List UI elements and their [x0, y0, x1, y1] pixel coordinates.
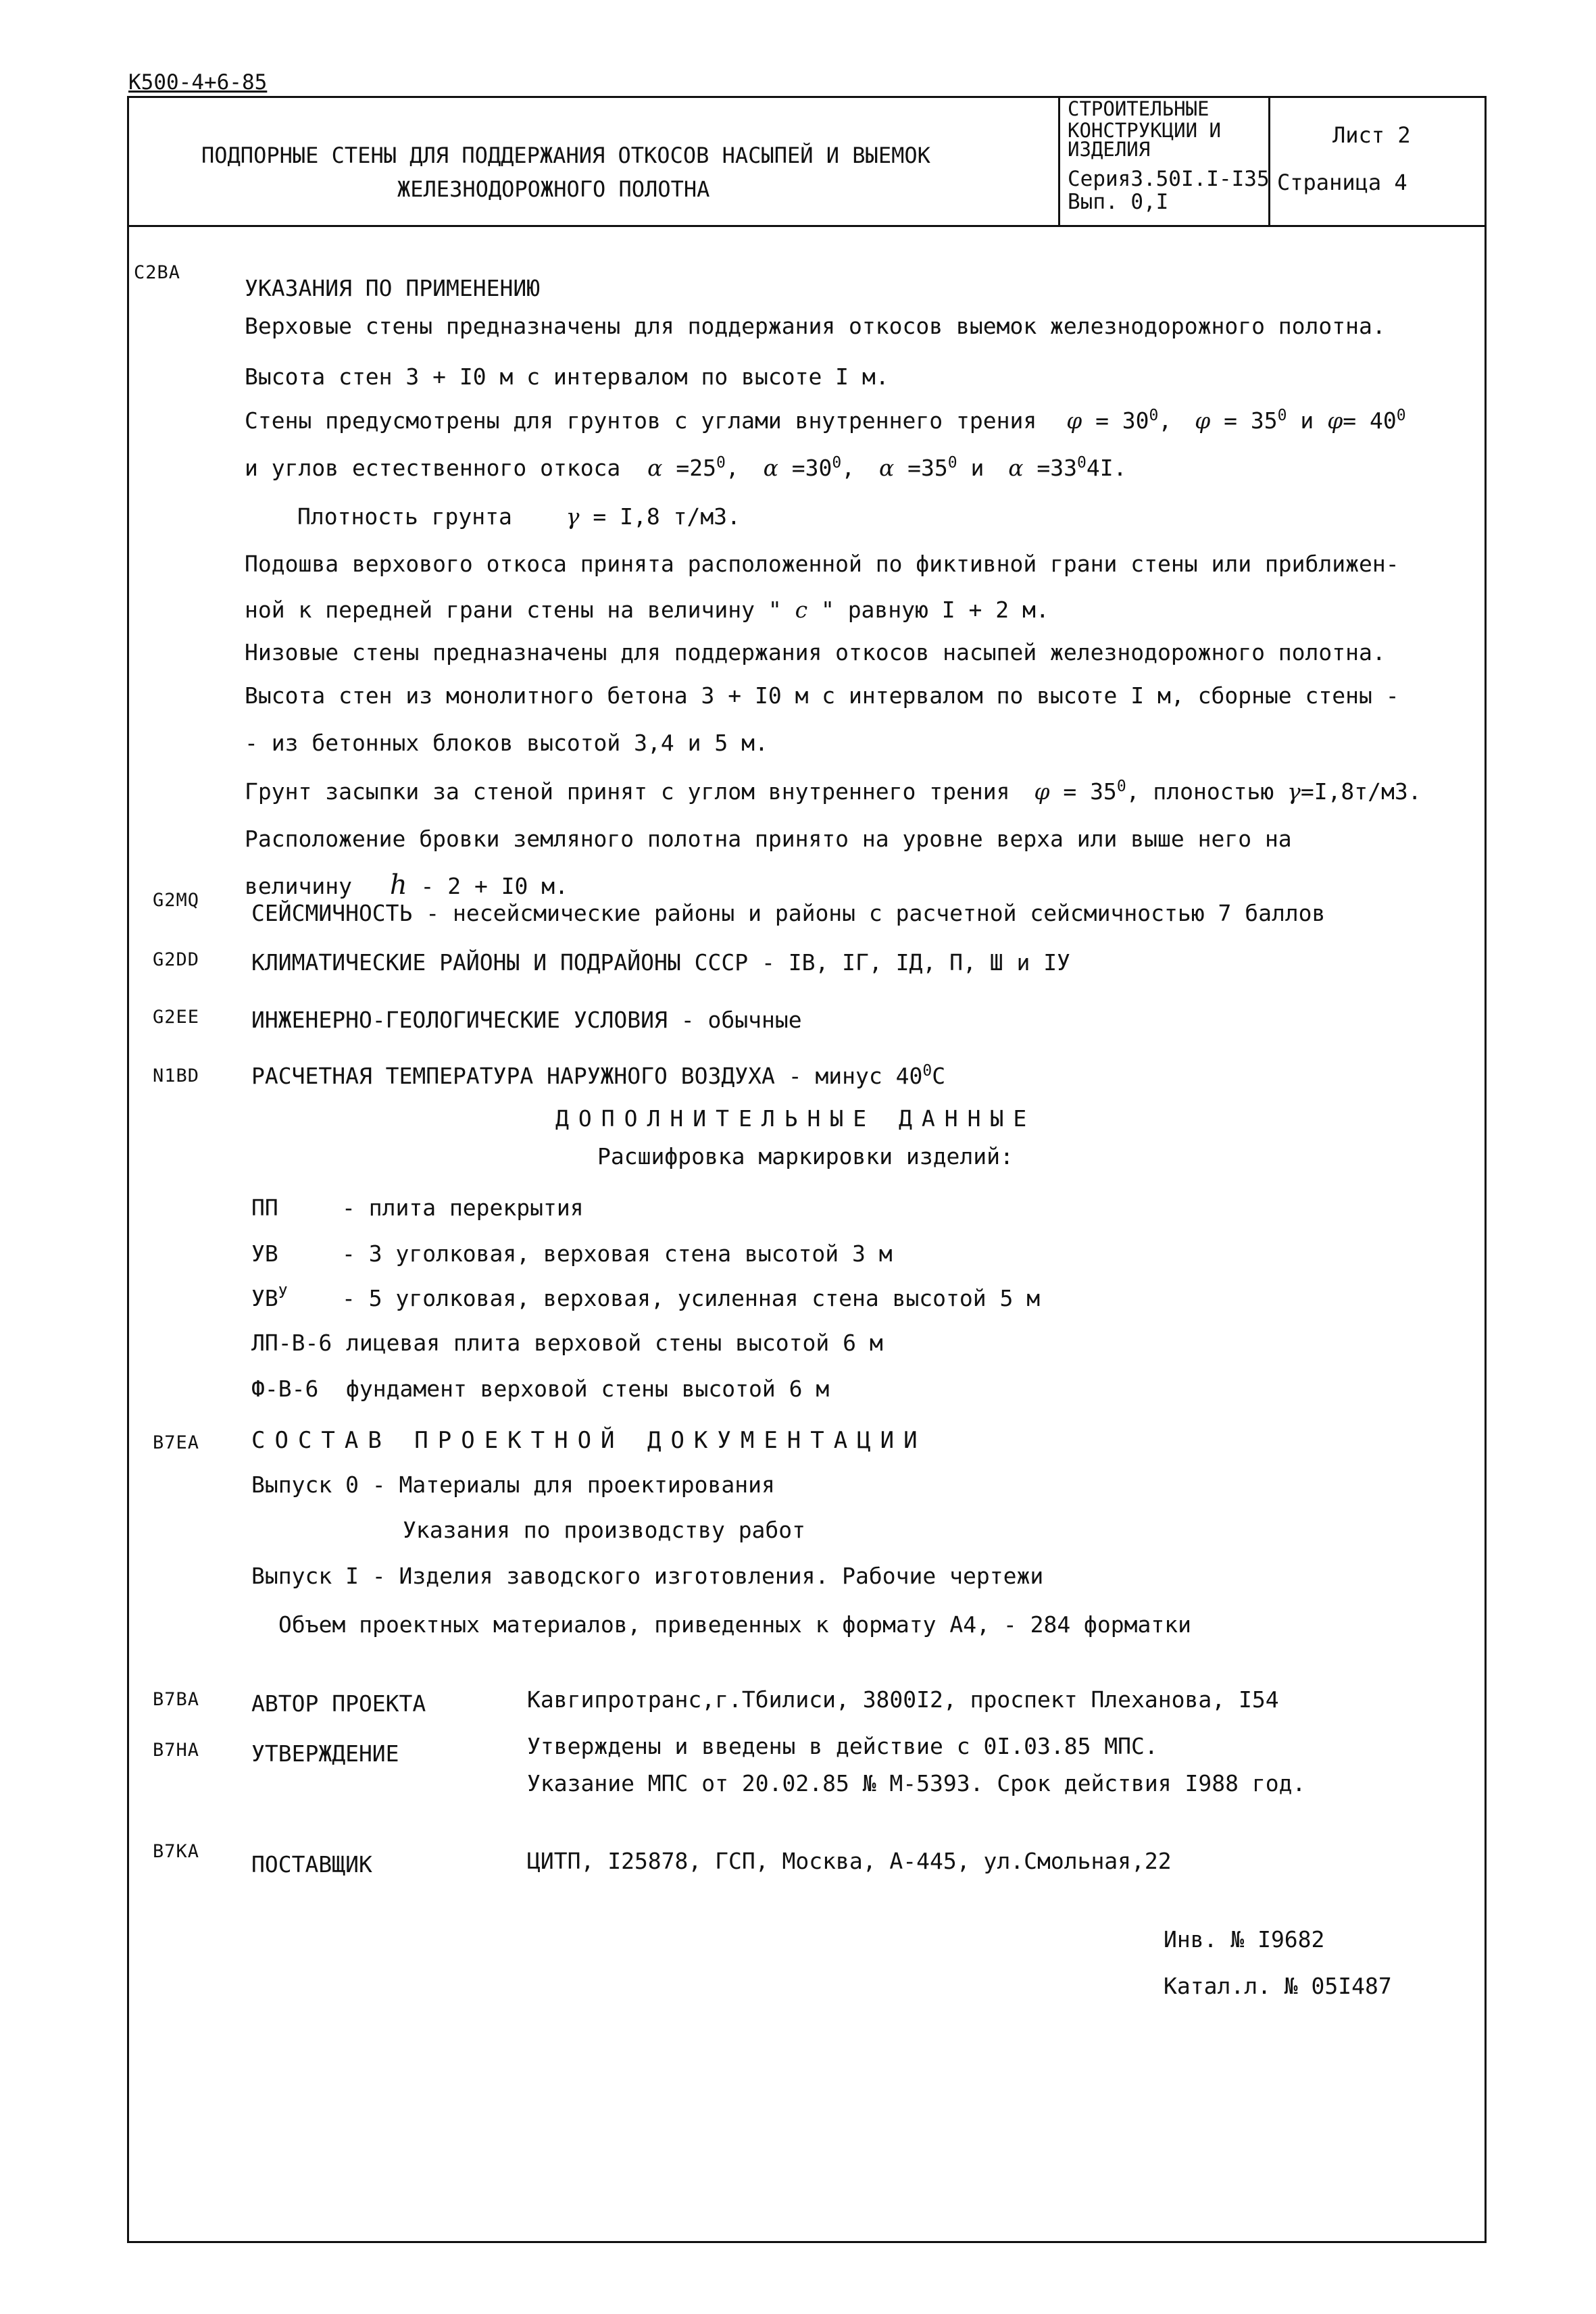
header-issue: Вып. 0,I — [1068, 190, 1169, 214]
approval-label: УТВЕРЖДЕНИЕ — [251, 1740, 399, 1767]
alpha-value-1: =25 — [676, 455, 716, 481]
phi-value-3: = 40 — [1343, 407, 1397, 434]
alpha-symbol: α — [763, 455, 778, 481]
usage-line-3-text: Стены предусмотрены для грунтов с углами внутреннего трения — [245, 407, 1037, 434]
degree-mark: 0 — [832, 454, 842, 472]
approval-line-2: Указание МПС от 20.02.85 № М-5393. Срок действия I988 год. — [527, 1770, 1306, 1796]
header-category-line1: СТРОИТЕЛЬНЫЕ — [1068, 97, 1210, 120]
h-symbol: h — [389, 870, 407, 901]
code-g2ee: G2EE — [153, 1007, 200, 1028]
composition-heading: СОСТАВ ПРОЕКТНОЙ ДОКУМЕНТАЦИИ — [251, 1427, 927, 1454]
usage-line-5-value: = I,8 т/м3. — [593, 503, 741, 530]
usage-line-11-density: , плоностью — [1126, 778, 1274, 805]
composition-line-2: Указания по производству работ — [403, 1517, 806, 1543]
usage-line-11-value: = 35 — [1063, 778, 1117, 805]
inventory-number: Инв. № I9682 — [1164, 1926, 1325, 1953]
composition-line-4: Объем проектных материалов, приведенных к формату А4, - 284 форматки — [278, 1611, 1192, 1638]
marking-code: ЛП-В-6 — [251, 1330, 332, 1356]
alpha-symbol: α — [647, 455, 663, 481]
degree-mark: 0 — [1149, 407, 1159, 424]
climate-line: КЛИМАТИЧЕСКИЕ РАЙОНЫ И ПОДРАЙОНЫ СССР - IВ, IГ, IД, П, Ш и IУ — [251, 949, 1070, 976]
phi-value-1: = 30 — [1095, 407, 1149, 434]
alpha-symbol: α — [878, 455, 895, 481]
usage-line-1: Верховые стены предназначены для поддержания откосов выемок железнодорожного полотна. — [245, 313, 1386, 339]
marking-code-sup: У — [278, 1284, 288, 1302]
gamma-symbol: γ — [1287, 778, 1301, 805]
additional-heading: ДОПОЛНИТЕЛЬНЫЕ ДАННЫЕ — [555, 1105, 1037, 1132]
usage-line-2: Высота стен 3 + I0 м с интервалом по высоте I м. — [245, 363, 889, 390]
marking-code-base: УВ — [251, 1285, 278, 1311]
conj-and: и — [1300, 407, 1314, 434]
marking-item-3 — [251, 1285, 1040, 1312]
usage-line-6: Подошва верхового откоса принята расположенной по фиктивной грани стены или приближен- — [245, 551, 1399, 577]
marking-text: фундамент верховой стены высотой 6 м — [346, 1376, 830, 1402]
usage-line-11-density-value: =I,8т/м3. — [1300, 778, 1422, 805]
usage-heading: УКАЗАНИЯ ПО ПРИМЕНЕНИЮ — [245, 275, 541, 301]
author-label: АВТОР ПРОЕКТА — [251, 1690, 426, 1717]
degree-mark: 0 — [1116, 778, 1126, 795]
header-series: Серия3.50I.I-I35 — [1068, 167, 1270, 191]
conj-and: и — [970, 455, 984, 481]
usage-line-13-value: - 2 + I0 м. — [420, 873, 569, 899]
usage-line-3: Стены предусмотрены для грунтов с углами внутреннего трения $\varphi = 30^0$, $\varphi = 35^0$ и $\varphi= 40^0$ — [245, 407, 1406, 434]
degree-mark: 0 — [947, 454, 957, 472]
document-code: К500-4+6-85 — [128, 70, 268, 95]
composition-line-3: Выпуск I - Изделия заводского изготовления. Рабочие чертежи — [251, 1563, 1044, 1589]
phi-symbol: φ — [1195, 407, 1211, 434]
header-page: Страница 4 — [1277, 170, 1407, 195]
marking-item-2 — [251, 1240, 893, 1267]
marking-item-5 — [251, 1376, 829, 1403]
degree-mark: 0 — [1396, 407, 1406, 424]
author-value: Кавгипротранс,г.Тбилиси, 3800I2, проспект Плеханова, I54 — [527, 1686, 1279, 1713]
phi-symbol: φ — [1327, 407, 1343, 434]
marking-text: - 3 уголковая, верховая стена высотой 3 м — [342, 1240, 893, 1267]
code-g2dd: G2DD — [153, 949, 200, 970]
code-b7ka: B7KA — [153, 1841, 200, 1862]
header-col-divider-1 — [1058, 96, 1060, 226]
usage-line-5 — [297, 503, 741, 530]
marking-text: - 5 уголковая, верховая, усиленная стена высотой 5 м — [342, 1285, 1041, 1311]
catalog-number: Катал.л. № 05I487 — [1164, 1973, 1392, 1999]
usage-line-7 — [245, 597, 1049, 624]
seismic-line: СЕЙСМИЧНОСТЬ - несейсмические районы и районы с расчетной сейсмичностью 7 баллов — [251, 900, 1326, 926]
code-b7ea: B7EA — [153, 1432, 200, 1453]
temperature-text: РАСЧЕТНАЯ ТЕМПЕРАТУРА НАРУЖНОГО ВОЗДУХА - минус 40 — [251, 1063, 923, 1089]
usage-line-10: - из бетонных блоков высотой 3,4 и 5 м. — [245, 730, 768, 756]
header-sheet: Лист 2 — [1332, 122, 1411, 148]
usage-line-7-end: " равную I + 2 м. — [820, 597, 1049, 623]
usage-line-13-text: величину — [245, 873, 352, 899]
additional-subheading: Расшифровка маркировки изделий: — [597, 1143, 1014, 1169]
marking-code — [251, 1285, 342, 1312]
supplier-value: ЦИТП, I25878, ГСП, Москва, А-445, ул.Смольная,22 — [527, 1848, 1172, 1874]
usage-line-11 — [245, 778, 1422, 805]
degree-mark: 0 — [716, 454, 726, 472]
marking-code: ПП — [251, 1194, 278, 1221]
c-symbol: c — [795, 597, 808, 623]
degree-mark: 0 — [922, 1062, 932, 1080]
usage-line-4-text: и углов естественного откоса — [245, 455, 621, 481]
usage-line-7-text: ной к передней грани стены на величину " — [245, 597, 782, 623]
code-g2mq: G2MQ — [153, 890, 200, 911]
marking-text: лицевая плита верховой стены высотой 6 м — [346, 1330, 883, 1356]
usage-line-12: Расположение бровки земляного полотна принято на уровне верха или выше него на — [245, 826, 1292, 852]
temperature-unit: C — [932, 1063, 946, 1089]
alpha-value-4: =33 — [1037, 455, 1077, 481]
alpha-symbol: α — [1008, 455, 1024, 481]
approval-line-1: Утверждены и введены в действие с 0I.03.85 МПС. — [527, 1733, 1158, 1759]
header-category-line2: КОНСТРУКЦИИ И — [1068, 119, 1221, 142]
code-b7ha: B7HA — [153, 1740, 200, 1761]
gamma-symbol: γ — [566, 503, 580, 530]
phi-value-2: = 35 — [1224, 407, 1278, 434]
alpha-value-2: =30 — [791, 455, 832, 481]
composition-line-1: Выпуск 0 - Материалы для проектирования — [251, 1472, 775, 1498]
supplier-label: ПОСТАВЩИК — [251, 1851, 372, 1878]
usage-line-5-text: Плотность грунта — [297, 503, 512, 530]
degree-mark: 0 — [1277, 407, 1287, 424]
code-b7ba: B7BA — [153, 1689, 200, 1710]
marking-item-1 — [251, 1194, 584, 1222]
usage-line-4: и углов естественного откоса $\alpha =25^0$, $\alpha =30^0$, $\alpha =35^0$ и $\alpha =33^04I$. — [245, 454, 1127, 481]
phi-symbol: φ — [1034, 778, 1050, 805]
phi-symbol: φ — [1066, 407, 1082, 434]
header-title-line2: ЖЕЛЕЗНОДОРОЖНОГО ПОЛОТНА — [397, 176, 710, 202]
geology-line: ИНЖЕНЕРНО-ГЕОЛОГИЧЕСКИЕ УСЛОВИЯ - обычные — [251, 1007, 802, 1033]
header-col-divider-2 — [1268, 96, 1270, 226]
usage-line-13 — [245, 872, 568, 900]
code-n1bd: N1BD — [153, 1065, 200, 1086]
header-divider — [127, 225, 1485, 227]
marking-item-4 — [251, 1330, 883, 1357]
marking-code: УВ — [251, 1240, 278, 1267]
temperature-line — [251, 1063, 945, 1090]
header-title-line1: ПОДПОРНЫЕ СТЕНЫ ДЛЯ ПОДДЕРЖАНИЯ ОТКОСОВ НАСЫПЕЙ И ВЫЕМОК — [201, 143, 930, 168]
marking-code: Ф-В-6 — [251, 1376, 319, 1402]
marking-text: - плита перекрытия — [342, 1194, 584, 1221]
header-category-line3: ИЗДЕЛИЯ — [1068, 138, 1151, 161]
degree-mark: 0 — [1077, 454, 1087, 472]
usage-line-11-text: Грунт засыпки за стеной принят с углом внутреннего трения — [245, 778, 1010, 805]
alpha-value-3: =35 — [907, 455, 948, 481]
code-c2ba: C2BA — [134, 262, 181, 283]
alpha-value-4-minutes: 4I. — [1086, 455, 1127, 481]
usage-line-9: Высота стен из монолитного бетона 3 + I0 м с интервалом по высоте I м, сборные стены - — [245, 682, 1399, 709]
usage-line-8: Низовые стены предназначены для поддержания откосов насыпей железнодорожного полотна. — [245, 639, 1386, 665]
